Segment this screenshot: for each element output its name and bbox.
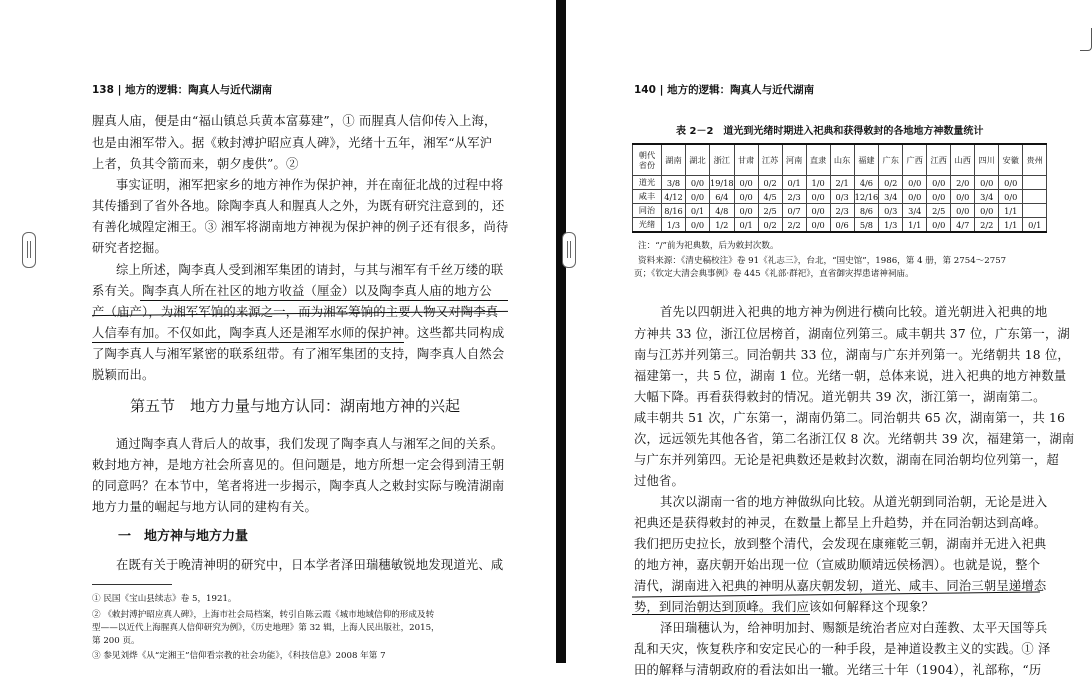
table-cell: 0/0 [903,176,927,190]
table-row [633,190,1047,204]
province-header: 广东 [879,144,903,176]
table-cell: 1/3 [662,218,686,233]
table-cell: 1/3 [879,218,903,233]
table-note: 资料来源：《清史稿校注》卷 91《礼志三》，台北，“国史馆”，1986，第 4 册，第 2754～2757 [638,256,1007,266]
table-cell: 4/7 [951,218,975,233]
province-header: 安徽 [999,144,1023,176]
left-text-line: 综上所述，陶李真人受到湘军集团的请封，与其与湘军有千丝万缕的联 [116,263,504,277]
left-text-line: 上者，负其令箭而来，朝夕虔供”。② [92,157,299,171]
table-cell: 0/1 [686,204,710,218]
table-cell: 4/8 [710,204,735,218]
province-header: 山东 [830,144,854,176]
table-cell: 2/3 [782,190,806,204]
right-text-line: 其次以湖南一省的地方神做纵向比较。从道光朝到同治朝，无论是进入 [660,495,1048,509]
table-title: 表 2－2 道光到光绪时期进入祀典和获得敕封的各地地方神数量统计 [676,126,984,137]
right-running-head: 140 | 地方的逻辑：陶真人与近代湖南 [634,84,815,96]
footnote: 型——以近代上海腥真人信仰研究为例》，《历史地理》第 32 辑，上海人民出版社，2015， [92,623,440,633]
left-text-line: 人信奉有加。不仅如此，陶李真人还是湘军水师的保护神。这些都共同构成 [92,326,505,340]
table-cell: 0/1 [734,218,758,233]
table-cell: 2/2 [782,218,806,233]
left-book-title: 地方的逻辑：陶真人与近代湖南 [125,84,273,96]
table-cell: 3/4 [903,204,927,218]
right-text-line: 次，远远领先其他各省，第二名浙江仅 8 次。光绪朝共 39 次，福建第一，湖南 [634,432,1075,446]
footnote: ③ 参见刘烨《从“定湘王”信仰看宗教的社会功能》，《科技信息》2008 年第 7 [92,651,386,661]
left-text-line: 其传播到了省外各地。除陶李真人和腥真人之外，为既有研究注意到的，还 [92,199,505,213]
right-text-line: 我们把历史拉长，放到整个清代，会发现在康雍乾三朝，湖南并无进入祀典 [634,537,1047,551]
right-drag-handle-icon[interactable] [562,232,576,268]
left-text-line: 系有关。陶李真人所在社区的地方收益（厘金）以及陶李真人庙的地方公 [92,284,492,298]
province-header: 湖南 [662,144,686,176]
table-cell: 0/3 [879,204,903,218]
left-text-line: 产（庙产），为湘军军饷的来源之一，而为湘军筹饷的主要人物又对陶李真 [92,305,499,319]
table-cell: 5/8 [854,218,879,233]
right-text-line: 大幅下降。再看获得敕封的情况。道光朝共 39 次，浙江第一，湖南第二。 [634,390,1046,404]
right-text-line: 南与江苏并列第三。同治朝共 33 位，湖南与广东并列第一。光绪朝共 18 位， [634,348,1070,362]
table-cell: 4/5 [758,190,782,204]
footnote: 第 200 页。 [92,636,140,646]
table-cell: 0/6 [830,218,854,233]
province-header: 直隶 [806,144,830,176]
right-book-title: 地方的逻辑：陶真人与近代湖南 [667,84,815,96]
table-cell: 3/4 [975,190,999,204]
section-heading: 第五节 地方力量与地方认同：湖南地方神的兴起 [130,397,461,415]
ink-underline [632,614,810,615]
right-text-line: 咸丰朝共 51 次，广东第一，湖南仍第二。同治朝共 65 次，湖南第一，共 16 [634,411,1066,425]
table-row [633,204,1047,218]
table-corner-header: 朝代 省份 [633,144,662,176]
left-text-line: 腥真人庙，便是由“福山镇总兵黄本富募建”，① 而腥真人信仰传入上海， [92,114,497,128]
table-cell: 0/0 [806,218,830,233]
table-cell: 3/8 [662,176,686,190]
table-cell [1023,204,1047,218]
right-text-line: 祀典还是获得敕封的神灵，在数量上都呈上升趋势，并在同治朝达到高峰。 [634,516,1047,530]
table-cell: 0/0 [806,204,830,218]
dynasty-label: 光绪 [633,218,662,233]
statistics-table [632,143,1047,233]
table-cell: 0/0 [999,176,1023,190]
left-text-line: 也是由湘军带入。据《敕封溥护昭应真人碑》，光绪十五年，湘军“从军沪 [92,136,493,150]
table-cell: 0/0 [927,190,951,204]
left-running-head: 138 | 地方的逻辑：陶真人与近代湖南 [92,84,273,96]
right-page [566,0,1080,677]
dynasty-label: 同治 [633,204,662,218]
province-header: 四川 [975,144,999,176]
province-header: 山西 [951,144,975,176]
left-page [0,0,556,663]
table-cell: 8/6 [854,204,879,218]
table-cell: 4/12 [662,190,686,204]
table-cell: 0/0 [927,176,951,190]
province-header: 甘肃 [734,144,758,176]
right-text-line: 的地方神，嘉庆朝开始出现一位（宣威助顺靖远侯杨泗）。也就是说，整个 [634,558,1041,572]
table-cell: 2/2 [975,218,999,233]
table-cell: 8/16 [662,204,686,218]
table-cell: 2/5 [927,204,951,218]
left-text-line: 有善化城隍定湘王。③ 湘军将湖南地方神视为保护神的例子还有很多，尚待 [92,220,509,234]
table-cell: 0/0 [686,176,710,190]
table-cell: 0/0 [999,190,1023,204]
right-text-line: 过他省。 [634,474,684,488]
left-text-line: 在既有关于晚清神明的研究中，日本学者泽田瑞穗敏锐地发现道光、咸 [116,558,504,572]
table-header-row [633,144,1047,176]
table-cell: 4/6 [854,176,879,190]
table-cell: 0/0 [686,218,710,233]
table-cell: 0/0 [927,218,951,233]
right-text-line: 清代，湖南进入祀典的神明从嘉庆朝发轫，道光、咸丰、同治三朝呈递增态 [634,579,1047,593]
table-cell: 0/0 [951,204,975,218]
table-cell: 1/1 [903,218,927,233]
ink-underline [92,342,404,343]
table-note: 注：“/”前为祀典数，后为敕封次数。 [638,241,779,251]
left-text-line: 了陶李真人与湘军紧密的联系纽带。有了湘军集团的支持，陶李真人自然会 [92,347,505,361]
left-drag-handle-icon[interactable] [22,232,36,268]
table-cell: 0/2 [758,218,782,233]
province-header: 江苏 [758,144,782,176]
subsection-heading: 一 地方神与地方力量 [118,529,249,544]
province-header: 贵州 [1023,144,1047,176]
right-text-line: 泽田瑞穗认为，给神明加封、赐额是统治者应对白莲教、太平天国等兵 [660,621,1048,635]
table-row [633,218,1047,233]
table-cell: 1/2 [710,218,735,233]
table-cell: 0/7 [782,204,806,218]
right-text-line: 福建第一，共 5 位，湖南 1 位。光绪一朝，总体来说，进入祀典的地方神数量 [634,369,1067,383]
table-cell: 1/1 [999,204,1023,218]
dynasty-label: 咸丰 [633,190,662,204]
left-text-line: 事实证明，湘军把家乡的地方神作为保护神，并在南征北战的过程中将 [116,178,504,192]
left-text-line: 敕封地方神，是地方社会所喜见的。但问题是，地方所想一定会得到清王朝 [92,458,505,472]
table-cell: 2/3 [830,204,854,218]
province-header: 湖北 [686,144,710,176]
footnote-rule [92,584,172,585]
left-text-line: 通过陶李真人背后人的故事，我们发现了陶李真人与湘军之间的关系。 [116,437,504,451]
province-header: 河南 [782,144,806,176]
left-text-line: 的同意吗？在本节中，笔者将进一步揭示，陶李真人之敕封实际与晚清湖南 [92,479,505,493]
table-cell: 0/0 [734,204,758,218]
dynasty-label: 道光 [633,176,662,190]
right-text-line: 势，到同治朝达到顶峰。我们应该如何解释这个现象？ [634,600,934,614]
footnote: ① 民国《宝山县续志》卷 5，1921。 [92,594,237,604]
table-cell: 0/2 [879,176,903,190]
table-cell: 0/3 [830,190,854,204]
table-cell: 0/0 [975,204,999,218]
table-cell: 19/18 [710,177,734,188]
left-text-line: 脱颖而出。 [92,368,155,382]
table-cell: 2/1 [830,176,854,190]
table-cell: 1/1 [999,218,1023,233]
right-text-line: 方神共 33 位，浙江位居榜首，湖南位列第三。咸丰朝共 37 位，广东第一，湖 [634,327,1070,341]
left-text-line: 地方力量的崛起与地方认同的建构有关。 [92,500,317,514]
table-cell: 0/0 [903,190,927,204]
table-cell: 0/0 [686,190,710,204]
table-cell: 1/0 [806,176,830,190]
table-cell: 0/0 [951,190,975,204]
province-header: 福建 [854,144,879,176]
table-cell [1023,190,1047,204]
table-cell: 0/0 [975,176,999,190]
table-cell [1023,176,1047,190]
left-page-number: 138 [92,84,114,96]
left-text-line: 研究者挖掘。 [92,241,167,255]
table-cell: 0/0 [734,190,758,204]
ink-underline [140,300,508,301]
table-cell: 0/1 [1023,218,1047,233]
province-header: 广西 [903,144,927,176]
book-spine [556,0,566,663]
table-cell: 3/4 [879,190,903,204]
province-header: 江西 [927,144,951,176]
table-cell: 0/2 [758,176,782,190]
right-text-line: 与广东并列第四。无论是祀典数还是敕封次数，湖南在同治朝均位列第一，超 [634,453,1059,467]
province-header: 浙江 [710,144,735,176]
table-cell: 2/0 [951,176,975,190]
footnote: ② 《敕封溥护昭应真人碑》，上海市社会局档案，转引自陈云霞《城市地域信仰的形成及转 [92,610,435,620]
right-text-line: 田的解释与清朝政府的看法如出一辙。光绪三十年（1904），礼部称，“历 [634,663,1042,677]
right-text-line: 首先以四朝进入祀典的地方神为例进行横向比较。道光朝进入祀典的地 [660,305,1048,319]
table-cell: 2/5 [758,204,782,218]
right-page-number: 140 [634,84,656,96]
table-cell: 0/0 [806,190,830,204]
table-cell: 12/16 [854,191,879,202]
table-note: 页；《钦定大清会典事例》卷 445《礼部·群祀》，直省御灾捍患诸神祠庙。 [634,269,914,279]
right-text-line: 乱和天灾，恢复秩序和安定民心的一种手段，是神道设教主义的实践。① 泽 [634,642,1051,656]
table-cell: 6/4 [710,190,735,204]
table-cell: 0/0 [734,176,758,190]
table-row [633,176,1047,190]
table-cell: 0/1 [782,176,806,190]
